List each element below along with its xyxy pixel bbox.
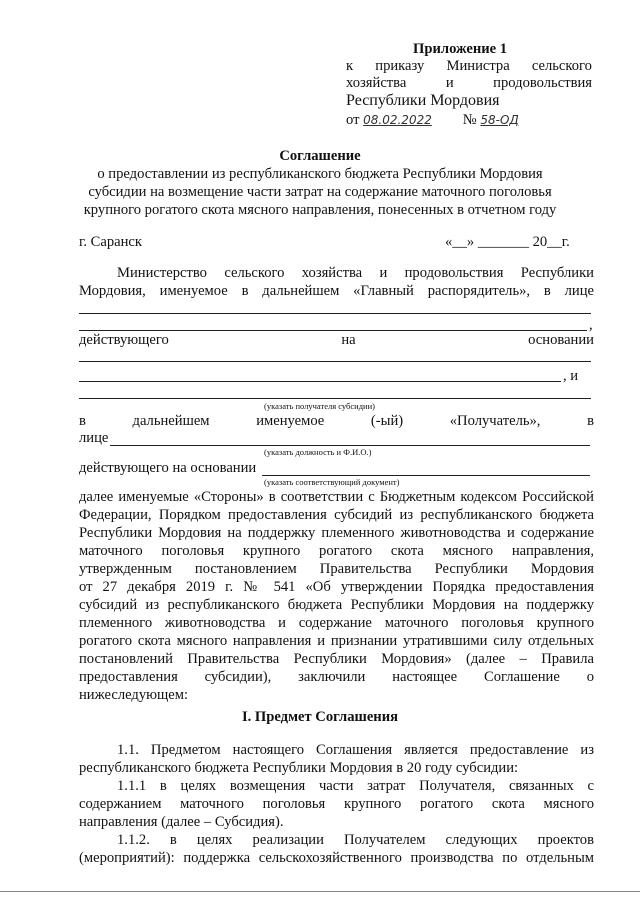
heading-line-3: крупного рогатого скота мясного направления, понесенных в отчетном году bbox=[83, 202, 557, 218]
intro-line-2: Мордовия, именуемое в дальнейшем «Главный распорядитель», в лице bbox=[79, 283, 594, 299]
basis-prefix: действующего на основании bbox=[79, 460, 257, 476]
page-edge-divider bbox=[0, 891, 640, 892]
section-1-p2-line-3: направления (далее – Субсидия). bbox=[79, 814, 284, 830]
appendix-line-3: Республики Мордовия bbox=[346, 92, 500, 109]
blank-line bbox=[79, 381, 561, 382]
hint-position: (указать должность и Ф.И.О.) bbox=[264, 447, 372, 457]
body-line: племенного животноводства и содержание маточного поголовья крупного bbox=[79, 615, 594, 631]
section-1-title: I. Предмет Соглашения bbox=[241, 709, 399, 725]
acting-line: действующего на основании bbox=[79, 332, 594, 348]
body-line: Федерации, Порядком предоставления субсидий из республиканского бюджета bbox=[79, 507, 594, 523]
blank-line bbox=[79, 398, 591, 399]
heading-line-2: субсидии на возмещение части затрат на содержание маточного поголовья bbox=[88, 184, 552, 200]
agreement-title: Соглашение bbox=[279, 148, 361, 164]
blank-line bbox=[79, 313, 591, 314]
hint-document: (указать соответствующий документ) bbox=[264, 477, 400, 487]
body-line: от 27 декабря 2019 г. № 541 «Об утверждении Порядка предоставления bbox=[79, 579, 594, 595]
body-line: постановлений Правительства Республики Мордовия» (далее – Правила bbox=[79, 651, 594, 667]
body-line: Республики Мордовия на поддержку племенного животноводства и содержание bbox=[79, 525, 594, 541]
appendix-line-2: хозяйства и продовольствия bbox=[346, 75, 592, 91]
further-line: в дальнейшем именуемое (-ый) «Получатель», в bbox=[79, 413, 594, 429]
hint-recipient: (указать получателя субсидии) bbox=[264, 401, 375, 411]
body-line: далее именуемые «Стороны» в соответствии с Бюджетным кодексом Российской bbox=[79, 489, 594, 505]
body-line: утвержденным постановлением Правительства Республики Мордовия bbox=[79, 561, 594, 577]
heading-line-1: о предоставлении из республиканского бюджета Республики Мордовия bbox=[97, 166, 543, 182]
agreement-date: «__» _______ 20__г. bbox=[445, 234, 570, 250]
body-line: маточного поголовья крупного рогатого скота мясного направления, bbox=[79, 543, 594, 559]
blank-line bbox=[79, 361, 591, 362]
appendix-title: Приложение 1 bbox=[413, 41, 508, 57]
handwritten-date: 08.02.2022 bbox=[363, 113, 432, 127]
person-prefix: лице bbox=[79, 430, 109, 446]
section-1-p1-line-1: 1.1. Предметом настоящего Соглашения является предоставление из bbox=[117, 742, 594, 758]
body-line: рогатого скота мясного направления и признании утратившими силу отдельных bbox=[79, 633, 594, 649]
city: г. Саранск bbox=[79, 234, 142, 250]
section-1-p3-line-1: 1.1.2. в целях реализации Получателем следующих проектов bbox=[117, 832, 594, 848]
section-1-p3-line-2: (мероприятий): поддержка сельскохозяйственного производства по отдельным bbox=[79, 850, 594, 866]
intro-line-1: Министерство сельского хозяйства и продовольствия Республики bbox=[117, 265, 594, 281]
appendix-date-line: от 08.02.2022 № 58-ОД bbox=[346, 112, 519, 128]
section-1-p2-line-1: 1.1.1 в целях возмещения части затрат Получателя, связанных с bbox=[117, 778, 594, 794]
section-1-p1-line-2: республиканского бюджета Республики Мордовия в 20 году субсидии: bbox=[79, 760, 519, 776]
and-suffix: , и bbox=[563, 368, 579, 384]
section-1-p2-line-2: содержанием маточного поголовья крупного рогатого скота мясного bbox=[79, 796, 594, 812]
body-line: нижеследующем: bbox=[79, 687, 189, 703]
body-line: предоставления субсидии), заключили настоящее Соглашение о bbox=[79, 669, 594, 685]
body-line: субсидий из республиканского бюджета Республики Мордовия на поддержку bbox=[79, 597, 594, 613]
handwritten-number: 58-ОД bbox=[480, 113, 519, 127]
appendix-line-1: к приказу Министра сельского bbox=[346, 58, 592, 74]
blank-line bbox=[262, 475, 590, 476]
blank-line bbox=[110, 445, 590, 446]
comma: , bbox=[589, 317, 593, 333]
body-paragraph bbox=[79, 488, 594, 704]
